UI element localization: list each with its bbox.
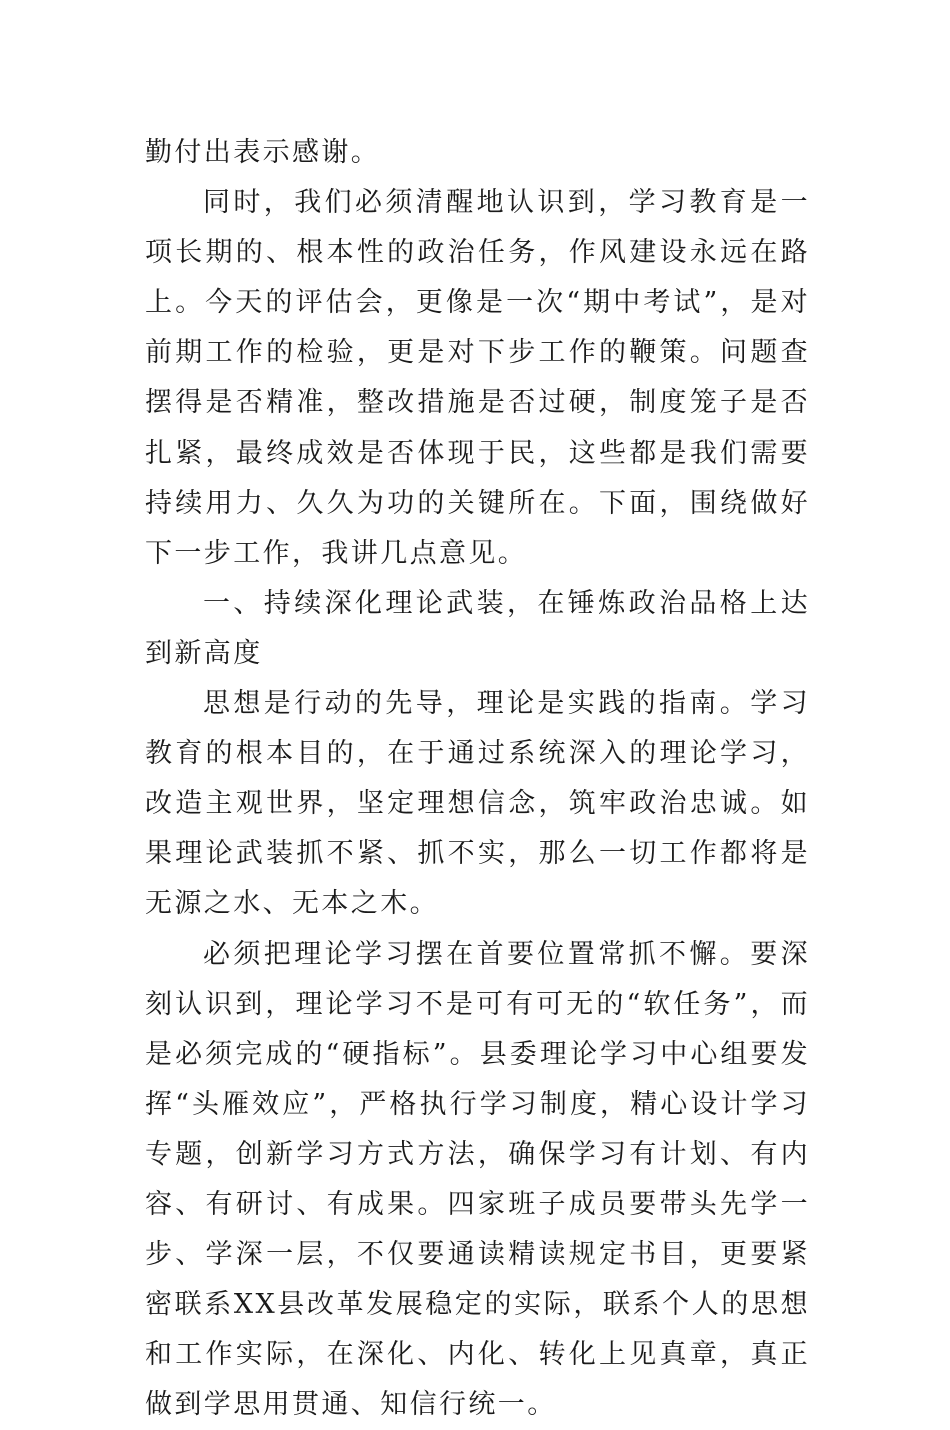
paragraph-reflection: 同时，我们必须清醒地认识到，学习教育是一项长期的、根本性的政治任务，作风建设永远在路上。今天的评估会，更像是一次“期中考试”，是对前期工作的检验，更是对下步工作的鞭策。问题查摆得是否精准，整改措施是否过硬，制度笼子是否扎紧，最终成效是否体现于民，这些都是我们需要持续用力、久久为功的关键所在。下面，围绕做好下一步工作，我讲几点意见。 bbox=[145, 178, 810, 579]
paragraph-theory: 思想是行动的先导，理论是实践的指南。学习教育的根本目的，在于通过系统深入的理论学习，改造主观世界，坚定理想信念，筑牢政治忠诚。如果理论武装抓不紧、抓不实，那么一切工作都将是无源之水、无本之木。 bbox=[145, 679, 810, 929]
section-heading-1: 一、持续深化理论武装，在锤炼政治品格上达到新高度 bbox=[145, 579, 810, 679]
document-body bbox=[145, 128, 810, 1430]
paragraph-continuation: 勤付出表示感谢。 bbox=[145, 128, 810, 178]
paragraph-study: 必须把理论学习摆在首要位置常抓不懈。要深刻认识到，理论学习不是可有可无的“软任务”，而是必须完成的“硬指标”。县委理论学习中心组要发挥“头雁效应”，严格执行学习制度，精心设计学习专题，创新学习方式方法，确保学习有计划、有内容、有研讨、有成果。四家班子成员要带头先学一步、学深一层，不仅要通读精读规定书目，更要紧密联系XX县改革发展稳定的实际，联系个人的思想和工作实际，在深化、内化、转化上见真章，真正做到学思用贯通、知信行统一。 bbox=[145, 930, 810, 1430]
